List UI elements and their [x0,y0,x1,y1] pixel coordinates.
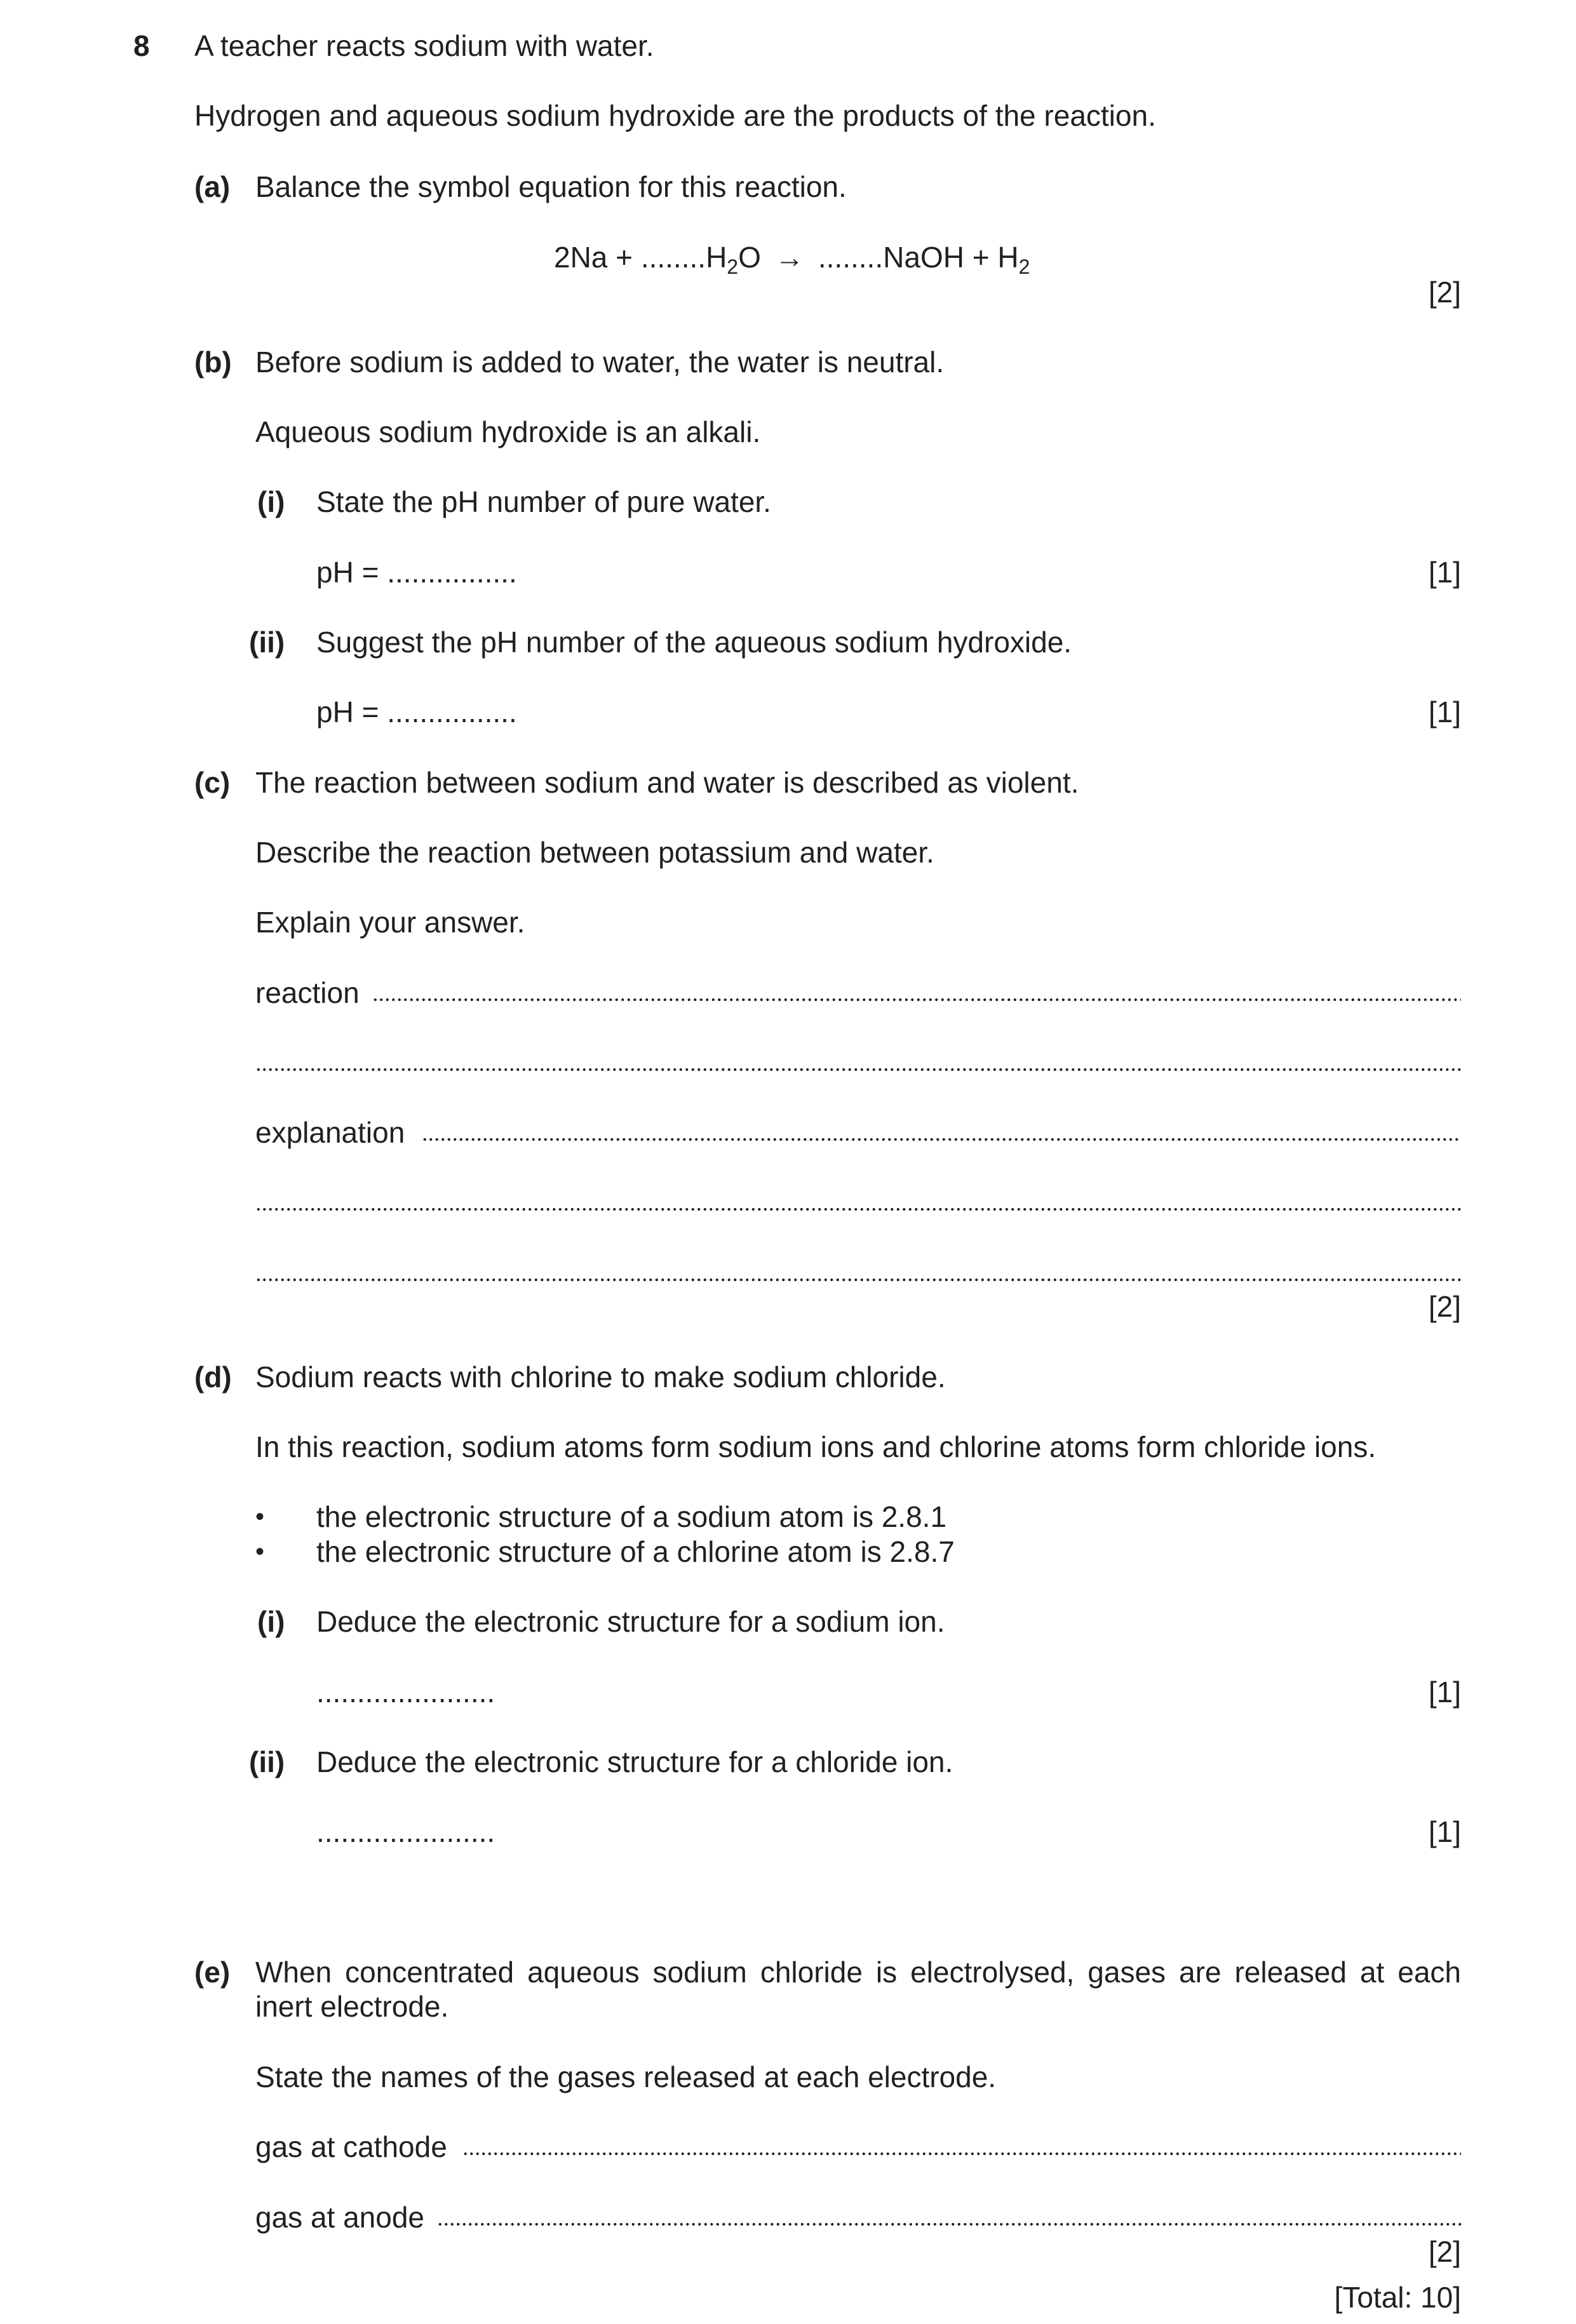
part-e-marks: [2] [1428,2235,1461,2268]
cathode-answer-line[interactable] [462,2152,1461,2156]
part-b-ii-marks: [1] [1428,695,1461,729]
part-b-i-prompt: State the pH number of pure water. [316,485,771,518]
part-c-line2: Describe the reaction between potassium and water. [255,836,934,869]
equation-blank-water[interactable]: ........ [640,241,706,274]
part-d-line2: In this reaction, sodium atoms form sodium ions and chlorine atoms form chloride ions. [255,1430,1377,1463]
part-d-i-marks: [1] [1428,1676,1461,1709]
part-b-i-marks: [1] [1428,556,1461,589]
question-total: [Total: 10] [1334,2281,1461,2314]
part-b-line2: Aqueous sodium hydroxide is an alkali. [255,415,761,448]
bullet-sodium-structure: the electronic structure of a sodium atom is 2.8.1 [316,1500,947,1533]
part-a-marks: [2] [1428,276,1461,309]
ph-water-blank[interactable]: ................ [387,556,517,589]
equation-o: O [738,241,761,274]
anode-label: gas at anode [255,2201,425,2234]
bullet-icon: • [255,1538,265,1566]
ph-naoh-label: pH = [316,695,387,729]
bullet-chlorine-structure: the electronic structure of a chlorine atom is 2.8.7 [316,1535,955,1568]
part-d-i-label: (i) [257,1605,285,1638]
cathode-label: gas at cathode [255,2130,447,2163]
equation-products: NaOH + H [883,241,1019,274]
part-d-line1: Sodium reacts with chlorine to make sodium chloride. [255,1360,946,1394]
part-d-ii-label: (ii) [249,1745,285,1778]
ph-naoh-answer [316,695,517,729]
question-number: 8 [133,29,150,62]
reaction-answer-line-2[interactable] [255,1068,1461,1071]
equation-h2-subscript: 2 [1018,255,1030,278]
sodium-ion-blank[interactable]: ...................... [316,1676,495,1709]
reaction-answer-line[interactable] [372,998,1461,1002]
ph-water-answer [316,555,517,589]
equation-blank-naoh[interactable]: ........ [818,241,884,274]
explanation-answer-line-3[interactable] [255,1278,1461,1282]
part-b-ii-prompt: Suggest the pH number of the aqueous sodium hydroxide. [316,626,1072,659]
part-c-line3: Explain your answer. [255,906,525,939]
part-a-prompt: Balance the symbol equation for this reaction. [255,170,847,203]
explanation-answer-line[interactable] [422,1138,1461,1141]
equation-h: H [706,241,727,274]
bullet-icon: • [255,1503,265,1531]
part-b-i-label: (i) [257,485,285,518]
part-a-label: (a) [194,170,231,203]
part-b-line1: Before sodium is added to water, the water is neutral. [255,346,945,379]
anode-answer-line[interactable] [437,2222,1461,2226]
equation-lhs: 2Na + [554,241,641,274]
part-d-ii-marks: [1] [1428,1815,1461,1848]
part-e-prompt: When concentrated aqueous sodium chloride is electrolysed, gases are released at each inert electrode. [255,1956,1461,2023]
part-d-label: (d) [194,1360,232,1394]
reaction-label: reaction [255,976,360,1009]
part-c-marks: [2] [1428,1290,1461,1323]
part-d-i-prompt: Deduce the electronic structure for a sodium ion. [316,1605,945,1638]
part-e-label: (e) [194,1956,231,1989]
reaction-arrow-icon: → [774,241,804,274]
explanation-answer-line-2[interactable] [255,1207,1461,1211]
part-d-ii-prompt: Deduce the electronic structure for a chloride ion. [316,1745,953,1778]
explanation-label: explanation [255,1116,405,1149]
equation-h2o-subscript: 2 [727,255,739,278]
ph-naoh-blank[interactable]: ................ [387,695,517,729]
part-c-label: (c) [194,766,231,799]
part-b-ii-label: (ii) [249,626,285,659]
ph-water-label: pH = [316,556,387,589]
part-e-line2: State the names of the gases released at each electrode. [255,2060,997,2093]
part-c-line1: The reaction between sodium and water is described as violent. [255,766,1079,799]
question-intro: A teacher reacts sodium with water. [194,29,654,62]
part-b-label: (b) [194,346,232,379]
symbol-equation [554,240,1030,278]
question-products: Hydrogen and aqueous sodium hydroxide are the products of the reaction. [194,99,1156,132]
chloride-ion-blank[interactable]: ...................... [316,1815,495,1848]
